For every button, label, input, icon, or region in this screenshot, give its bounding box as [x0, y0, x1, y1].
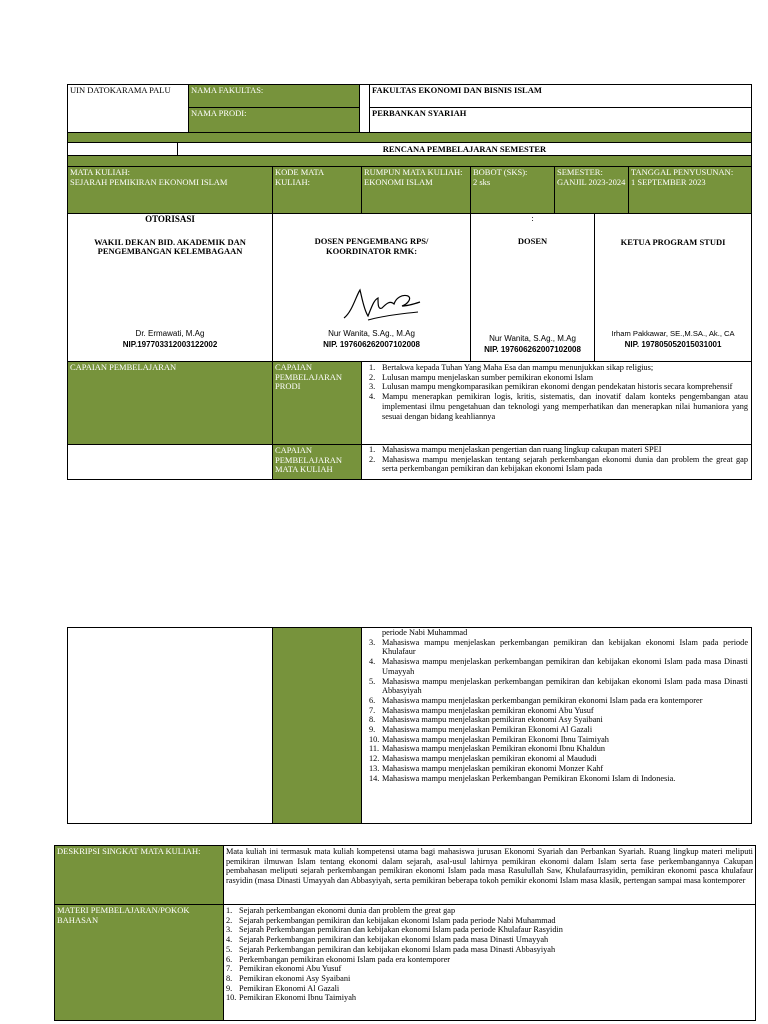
material-item: [226, 984, 753, 994]
materials-list-cell: [223, 904, 756, 1021]
material-item: [226, 916, 753, 926]
list-item-number: 7.: [226, 964, 233, 974]
list-item-text: Sejarah Perkembangan pemikiran dan kebijakan ekonomi Islam pada masa Dinasti Umayyah: [239, 935, 549, 945]
auth-col-developer: [272, 213, 471, 362]
cont-list-cell: [361, 627, 752, 824]
materials-list: [226, 906, 753, 1003]
cluster-cell: [361, 166, 471, 214]
cp-mk-label-cell: [272, 444, 362, 480]
list-item-text: Sejarah Perkembangan pemikiran dan kebijakan ekonomi Islam pada periode Khulafaur Rasyidin: [239, 925, 563, 935]
list-item-number: 6.: [369, 695, 376, 705]
head-role: KETUA PROGRAM STUDI: [620, 237, 726, 247]
list-item-number: 1.: [369, 445, 376, 454]
desc-label-cell: [54, 845, 224, 905]
list-item-number: 4.: [369, 657, 376, 667]
list-item-number: 5.: [226, 944, 233, 954]
list-item-text: Pemikiran Ekonomi Al Gazali: [239, 983, 340, 993]
material-item: [226, 906, 753, 916]
material-item: [226, 974, 753, 984]
signature-image: [338, 282, 428, 326]
list-item-text: Pemikiran Ekonomi Ibnu Taimiyah: [239, 993, 357, 1003]
material-item: [226, 945, 753, 955]
cp-mk-item: [369, 638, 748, 657]
semester-value: GANJIL 2023-2024: [557, 176, 626, 187]
list-item-text: Lulusan mampu menjelaskan sumber pemikiran ekonomi Islam: [382, 372, 594, 382]
developer-role: DOSEN PENGEMBANG RPS/ KOORDINATOR RMK:: [314, 236, 429, 256]
list-item-text: Perkembangan pemikiran ekonomi Islam pada era kontemporer: [239, 954, 451, 964]
auth-col-head: [594, 213, 752, 362]
desc-text: Mata kuliah ini termasuk mata kuliah kompetensi utama bagi mahasiswa jurusan Ekonomi Syariah dan Perbankan Syariah. Ruang lingkup materi meliputi pemikiran ilmuwan Islam tentang ekonomi dalam sejarah, asal-usul lahirnya pemikiran ekonomi dalam Islam serta fase perkembangannya Cakupan pembahasan meliputi sejarah perkembangan pemikiran ekonomi Islam pada masa Rasulullah Saw, Khulafaurrasyidin, pemikiran ekonomi pasca khulafaur rasyidin (masa Dinasti Umayyah dan Abbasyiyah, serta pemikiran beberapa tokoh pemikir ekonomi Islam masa klasik, pertengan sampai masa kontemporer: [226, 847, 753, 885]
faculty-label-cell: [188, 84, 360, 108]
faculty-label: NAMA FAKULTAS:: [191, 85, 264, 95]
list-item-number: 12.: [369, 754, 380, 764]
list-item-text: Sejarah perkembangan ekonomi dunia dan problem the great gap: [239, 906, 456, 915]
title-left-cell: [67, 142, 178, 156]
list-item-text: Lulusan mampu mengkomparasikan pemikiran ekonomi dengan pendekatan historis secara komprehensif: [382, 382, 733, 392]
semester-cell: [554, 166, 629, 214]
cp-section-cell: [67, 361, 273, 445]
list-item-number: 3.: [369, 637, 376, 647]
cp-prodi-list: [369, 363, 748, 421]
vice-dean-name: Dr. Ermawati, M.Ag: [135, 329, 205, 338]
lecturer-nip: NIP. 197606262007102008: [484, 345, 581, 354]
list-item-number: 9.: [369, 725, 376, 735]
list-item-text: Pemikiran ekonomi Abu Yusuf: [239, 964, 342, 974]
head-nip: NIP. 197805052015031001: [624, 340, 722, 349]
cluster-value: EKONOMI ISLAM: [364, 176, 433, 187]
list-item-number: 9.: [226, 983, 233, 993]
list-item-number: 2.: [226, 915, 233, 925]
cp-mk-list: [369, 445, 748, 474]
list-item-number: 4.: [369, 392, 376, 402]
list-item-text: Mahasiswa mampu menjelaskan perkembangan pemikiran dan kebijakan ekonomi Islam pada periode Khulafaur: [382, 637, 748, 657]
prodi-value: PERBANKAN SYARIAH: [372, 108, 467, 118]
code-label: KODE MATA KULIAH:: [275, 167, 324, 187]
desc-label: DESKRIPSI SINGKAT MATA KULIAH:: [57, 846, 201, 856]
list-item-text: Sejarah perkembangan pemikiran dan kebijakan ekonomi Islam pada periode Nabi Muhammad: [239, 915, 556, 925]
lecturer-name: Nur Wanita, S.Ag., M.Ag: [489, 334, 576, 343]
material-item: [226, 993, 753, 1003]
cp-mk-item: [369, 445, 748, 455]
cp-mk-left-cell: [67, 444, 273, 480]
prodi-value-cell: [369, 107, 752, 133]
cp-section-label: CAPAIAN PEMBELAJARAN: [70, 362, 177, 372]
vice-dean-role: WAKIL DEKAN BID. AKADEMIK DAN PENGEMBANGAN KELEMBAGAAN: [94, 236, 246, 256]
list-item-number: 3.: [369, 382, 376, 392]
cp-mk-item: [369, 774, 748, 784]
cp-prodi-label-cell: [272, 361, 362, 445]
auth-col-lecturer: [470, 213, 595, 362]
doc-title: RENCANA PEMBELAJARAN SEMESTER: [382, 144, 547, 154]
list-item-number: 2.: [369, 454, 376, 464]
materials-label-cell: [54, 904, 224, 1021]
list-item-text: Mahasiswa mampu menjelaskan tentang sejarah perkembangan ekonomi dunia dan problem the great gap serta perkembangan pemikiran dan kebijakan ekonomi Islam pada: [382, 454, 748, 474]
institution-name: UIN DATOKARAMA PALU: [70, 85, 171, 95]
cp-mk-item: [369, 764, 748, 774]
title-cell: [177, 142, 752, 156]
list-item-text: Mahasiswa mampu menjelaskan pemikiran ekonomi Asy Syaibani: [382, 715, 603, 725]
list-item-text: Pemikiran ekonomi Asy Syaibani: [239, 973, 351, 983]
faculty-value: FAKULTAS EKONOMI DAN BISNIS ISLAM: [372, 85, 542, 95]
list-item-text: Mahasiswa mampu menjelaskan Pemikiran ekonomi Ibnu Khaldun: [382, 744, 606, 754]
prodi-label-cell: [188, 107, 360, 133]
cp-mk-item: [369, 754, 748, 764]
material-item: [226, 955, 753, 965]
list-item-text: Mahasiswa mampu menjelaskan pemikiran ekonomi Monzer Kahf: [382, 763, 604, 773]
list-item-number: 5.: [369, 676, 376, 686]
cp-mk-item: [369, 715, 748, 725]
course-label: MATA KULIAH:: [70, 167, 130, 177]
head-name: Irham Pakkawar, SE.,M.SA., Ak., CA: [611, 329, 735, 338]
prodi-label: NAMA PRODI:: [191, 108, 247, 118]
credit-label: BOBOT (SKS):: [473, 167, 528, 177]
list-item-number: 7.: [369, 705, 376, 715]
cp-mk-label: CAPAIAN PEMBELAJARAN MATA KULIAH: [275, 445, 343, 474]
code-cell: [272, 166, 362, 214]
cp-prodi-item: [369, 373, 748, 383]
list-item-number: 8.: [226, 973, 233, 983]
list-item-text: Bertakwa kepada Tuhan Yang Maha Esa dan mampu menunjukkan sikap religius;: [382, 363, 654, 372]
cp-mk-continuation: periode Nabi Muhammad: [382, 628, 468, 637]
list-item-text: Mahasiswa mampu menjelaskan Pemikiran Ekonomi Ibnu Taimiyah: [382, 734, 609, 744]
cp-prodi-item: [369, 392, 748, 421]
credit-cell: [470, 166, 555, 214]
cp-mk-list-continued: [369, 638, 748, 784]
desc-text-cell: [223, 845, 756, 905]
semester-label: SEMESTER:: [557, 167, 603, 177]
list-item-number: 11.: [369, 744, 380, 754]
cp-mk-item: [369, 677, 748, 696]
cp-mk-item: [369, 696, 748, 706]
list-item-text: Mahasiswa mampu menjelaskan pengertian dan ruang lingkup cakupan materi SPEI: [382, 445, 662, 454]
faculty-value-cell: [369, 84, 752, 108]
cp-prodi-list-cell: [361, 361, 752, 445]
cp-mk-item: [369, 657, 748, 676]
list-item-text: Mahasiswa mampu menjelaskan pemikiran ekonomi al Maududi: [382, 754, 597, 764]
date-value: 1 SEPTEMBER 2023: [631, 176, 706, 187]
cp-prodi-item: [369, 382, 748, 392]
vice-dean-nip: NIP.197703312003122002: [122, 340, 218, 349]
lecturer-role: DOSEN: [517, 235, 548, 246]
list-item-number: 3.: [226, 925, 233, 935]
cp-mk-item: [369, 725, 748, 735]
cp-prodi-label: CAPAIAN PEMBELAJARAN PRODI: [275, 362, 343, 391]
material-item: [226, 925, 753, 935]
materials-label: MATERI PEMBELAJARAN/POKOK BAHASAN: [57, 905, 190, 925]
list-item-number: 10.: [369, 734, 380, 744]
cp-mk-item: [369, 706, 748, 716]
list-item-text: Mahasiswa mampu menjelaskan Pemikiran Ekonomi Al Gazali: [382, 725, 593, 735]
list-item-text: Mahasiswa mampu menjelaskan pemikiran ekonomi Abu Yusuf: [382, 705, 594, 715]
list-item-text: Sejarah Perkembangan pemikiran dan kebijakan ekonomi Islam pada masa Dinasti Abbasyiyah: [239, 944, 556, 954]
list-item-text: Mahasiswa mampu menjelaskan perkembangan pemikiran dan kebijakan ekonomi Islam pada masa Dinasti Abbasyiyah: [382, 676, 748, 696]
cont-left-cell: [67, 627, 273, 824]
date-cell: [628, 166, 752, 214]
list-item-number: 1.: [369, 363, 376, 372]
institution-cell: [67, 84, 189, 133]
list-item-number: 6.: [226, 954, 233, 964]
auth-col-vice-dean: [67, 213, 273, 362]
course-cell: [67, 166, 273, 214]
developer-name: Nur Wanita, S.Ag., M.Ag: [328, 329, 415, 338]
credit-value: 2 sks: [473, 176, 491, 187]
list-item-text: Mampu menerapkan pemikiran logis, kritis, sistematis, dan inovatif dalam konteks pengembangan atau implementasi ilmu pengetahuan dan teknologi yang memperhatikan dan menerapkan nilai humaniora yang sesuai dengan bidang keahliannya: [382, 392, 748, 421]
list-item-number: 4.: [226, 935, 233, 945]
developer-nip: NIP. 197606262007102008: [323, 340, 420, 349]
cp-mk-list-cell: [361, 444, 752, 480]
cp-mk-item: [369, 744, 748, 754]
material-item: [226, 964, 753, 974]
cluster-label: RUMPUN MATA KULIAH:: [364, 167, 463, 177]
list-item-number: 10.: [226, 993, 237, 1003]
list-item-number: 14.: [369, 773, 380, 783]
date-label: TANGGAL PENYUSUNAN:: [631, 167, 734, 177]
list-item-number: 13.: [369, 763, 380, 773]
list-item-number: 1.: [226, 906, 233, 915]
list-item-text: Mahasiswa mampu menjelaskan perkembangan pemikiran dan kebijakan ekonomi Islam pada masa Dinasti Umayyah: [382, 657, 748, 676]
cp-mk-item: [369, 735, 748, 745]
list-item-number: 2.: [369, 372, 376, 382]
list-item-text: Mahasiswa mampu menjelaskan perkembangan pemikiran ekonomi Islam pada era kontemporer: [382, 695, 703, 705]
list-item-number: 8.: [369, 715, 376, 725]
list-item-text: Mahasiswa mampu menjelaskan Perkembangan Pemikiran Ekonomi Islam di Indonesia.: [382, 773, 676, 783]
cp-mk-item: [369, 455, 748, 474]
material-item: [226, 935, 753, 945]
auth-title: OTORISASI: [145, 214, 195, 224]
course-value: SEJARAH PEMIKIRAN EKONOMI ISLAM: [70, 176, 228, 187]
cont-mid-cell: [272, 627, 362, 824]
auth-colon: :: [531, 213, 534, 223]
cp-prodi-item: [369, 363, 748, 373]
